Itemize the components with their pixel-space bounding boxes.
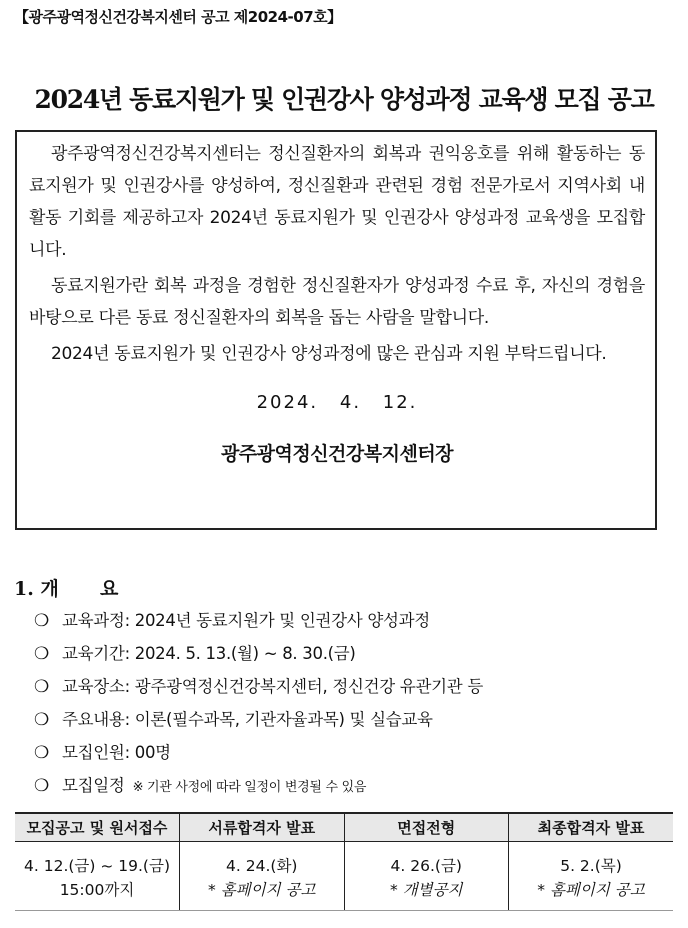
- cell-sub-text: * 홈페이지 공고: [208, 881, 316, 899]
- bullet-circle-icon: ❍: [34, 710, 49, 730]
- table-header-row: [15, 813, 673, 842]
- bullet-circle-icon: ❍: [34, 743, 49, 763]
- intro-paragraph-3-text: 2024년 동료지원가 및 인권강사 양성과정에 많은 관심과 지원 부탁드립니다.: [51, 344, 607, 364]
- table-header-cell: 모집공고 및 원서접수: [15, 813, 180, 842]
- bullet-circle-icon: ❍: [34, 776, 49, 796]
- table-cell: [15, 842, 180, 911]
- organization-head: 광주광역정신건강복지센터장: [220, 443, 454, 465]
- overview-label: 교육기간: [62, 644, 125, 663]
- section-heading-overview: [14, 574, 118, 601]
- schedule-note: ※ 기관 사정에 따라 일정이 변경될 수 있음: [132, 780, 367, 795]
- table-header-cell: 면접전형: [344, 813, 509, 842]
- cell-sub-text: * 개별공지: [389, 881, 463, 899]
- cell-main-text: 4. 24.(화): [226, 857, 298, 875]
- page-title: 2024년 동료지원가 및 인권강사 양성과정 교육생 모집 공고: [34, 85, 654, 114]
- overview-item-course: ❍ 교육과정: 2024년 동료지원가 및 인권강사 양성과정: [34, 604, 483, 637]
- intro-paragraph-2: [29, 270, 645, 334]
- overview-item-schedule: [34, 769, 483, 802]
- section-number: 1.: [14, 578, 34, 600]
- overview-label: 교육장소: [62, 677, 125, 696]
- cell-sub-text: * 홈페이지 공고: [537, 881, 645, 899]
- intro-paragraph-2-text: 동료지원가란 회복 과정을 경험한 정신질환자가 양성과정 수료 후, 자신의 경험을 바탕으로 다른 동료 정신질환자의 회복을 돕는 사람을 말합니다.: [29, 276, 645, 328]
- cell-main-text: 4. 12.(금) ~ 19.(금): [24, 857, 170, 875]
- overview-label: 모집인원: [62, 743, 125, 762]
- bullet-circle-icon: ❍: [34, 611, 49, 631]
- notice-date: 2024. 4. 12.: [256, 392, 418, 413]
- section-heading-part-a: 개: [40, 578, 59, 600]
- intro-paragraph-1: [29, 138, 645, 266]
- overview-value: 2024년 동료지원가 및 인권강사 양성과정: [134, 611, 430, 630]
- overview-item-period: ❍ 교육기간: 2024. 5. 13.(월) ~ 8. 30.(금): [34, 637, 483, 670]
- table-header-cell: 최종합격자 발표: [509, 813, 674, 842]
- section-heading-part-b: 요: [100, 578, 119, 600]
- overview-label: 교육과정: [62, 611, 125, 630]
- overview-value: 이론(필수과목, 기관자율과목) 및 실습교육: [134, 710, 433, 729]
- bullet-circle-icon: ❍: [34, 644, 49, 664]
- table-cell: [344, 842, 509, 911]
- intro-box: [15, 130, 657, 530]
- overview-value: 2024. 5. 13.(월) ~ 8. 30.(금): [134, 644, 356, 663]
- overview-value: 광주광역정신건강복지센터, 정신건강 유관기관 등: [134, 677, 483, 696]
- section-number-and-first-char: [14, 574, 100, 601]
- table-row: [15, 842, 673, 911]
- cell-main-text: 5. 2.(목): [560, 857, 622, 875]
- bullet-circle-icon: ❍: [34, 677, 49, 697]
- intro-paragraph-1-text: 광주광역정신건강복지센터는 정신질환자의 회복과 권익옹호를 위해 활동하는 동료지원가 및 인권강사를 양성하여, 정신질환과 관련된 경험 전문가로서 지역사회 내 활동 기회를 제공하고자 2024년 동료지원가 및 인권강사 양성과정 교육생을 모집합니다.: [29, 144, 645, 260]
- overview-value: 00명: [134, 743, 171, 762]
- cell-main-text: 4. 26.(금): [390, 857, 462, 875]
- overview-item-location: ❍ 교육장소: 광주광역정신건강복지센터, 정신건강 유관기관 등: [34, 670, 483, 703]
- cell-sub-text: 15:00까지: [59, 881, 135, 899]
- overview-label: 주요내용: [62, 710, 125, 729]
- overview-item-content: ❍ 주요내용: 이론(필수과목, 기관자율과목) 및 실습교육: [34, 703, 483, 736]
- overview-label: 모집일정: [62, 776, 125, 795]
- table-cell: [180, 842, 345, 911]
- table-header-cell: 서류합격자 발표: [180, 813, 345, 842]
- intro-paragraph-3: [29, 338, 645, 370]
- overview-list: [34, 604, 483, 802]
- overview-item-capacity: ❍ 모집인원: 00명: [34, 736, 483, 769]
- notice-number: 【광주광역정신건강복지센터 공고 제2024-07호】: [14, 8, 342, 26]
- table-cell: [509, 842, 674, 911]
- schedule-table: [15, 812, 673, 911]
